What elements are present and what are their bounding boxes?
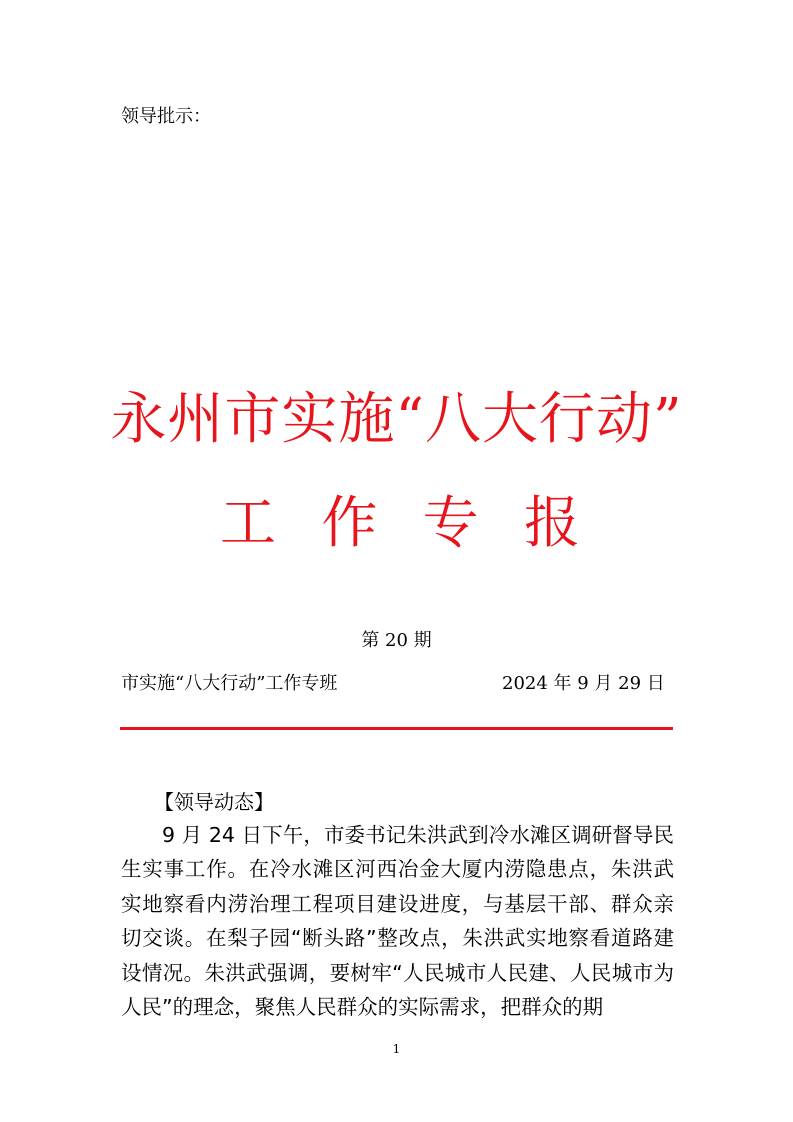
issue-number: 第 20 期 bbox=[361, 630, 432, 651]
issuer-name: 市实施“八大行动”工作专班 bbox=[121, 673, 338, 694]
subtitle-char: 工 bbox=[220, 491, 276, 556]
report-subtitle bbox=[220, 486, 580, 562]
subtitle-char: 报 bbox=[523, 491, 580, 556]
section-heading: 【领导动态】 bbox=[154, 790, 274, 814]
page-number: 1 bbox=[392, 1042, 401, 1056]
report-title: 永州市实施“八大行动” bbox=[110, 387, 683, 452]
subtitle-char: 作 bbox=[321, 491, 378, 556]
header-divider bbox=[120, 727, 673, 730]
leader-instruction-label: 领导批示： bbox=[121, 106, 211, 127]
subtitle-char: 专 bbox=[422, 491, 479, 556]
publication-date: 2024 年 9 月 29 日 bbox=[502, 673, 665, 694]
body-paragraph: 9 月 24 日下午，市委书记朱洪武到冷水滩区调研督导民生实事工作。在冷水滩区河西冶金大厦内涝隐患点，朱洪武实地察看内涝治理工程项目建设进度，与基层干部、群众亲切交谈。在梨子园“断头路”整改点，朱洪武实地察看道路建设情况。朱洪武强调，要树牢“人民城市人民建、人民城市为人民”的理念，聚焦人民群众的实际需求，把群众的期 bbox=[121, 823, 674, 1020]
